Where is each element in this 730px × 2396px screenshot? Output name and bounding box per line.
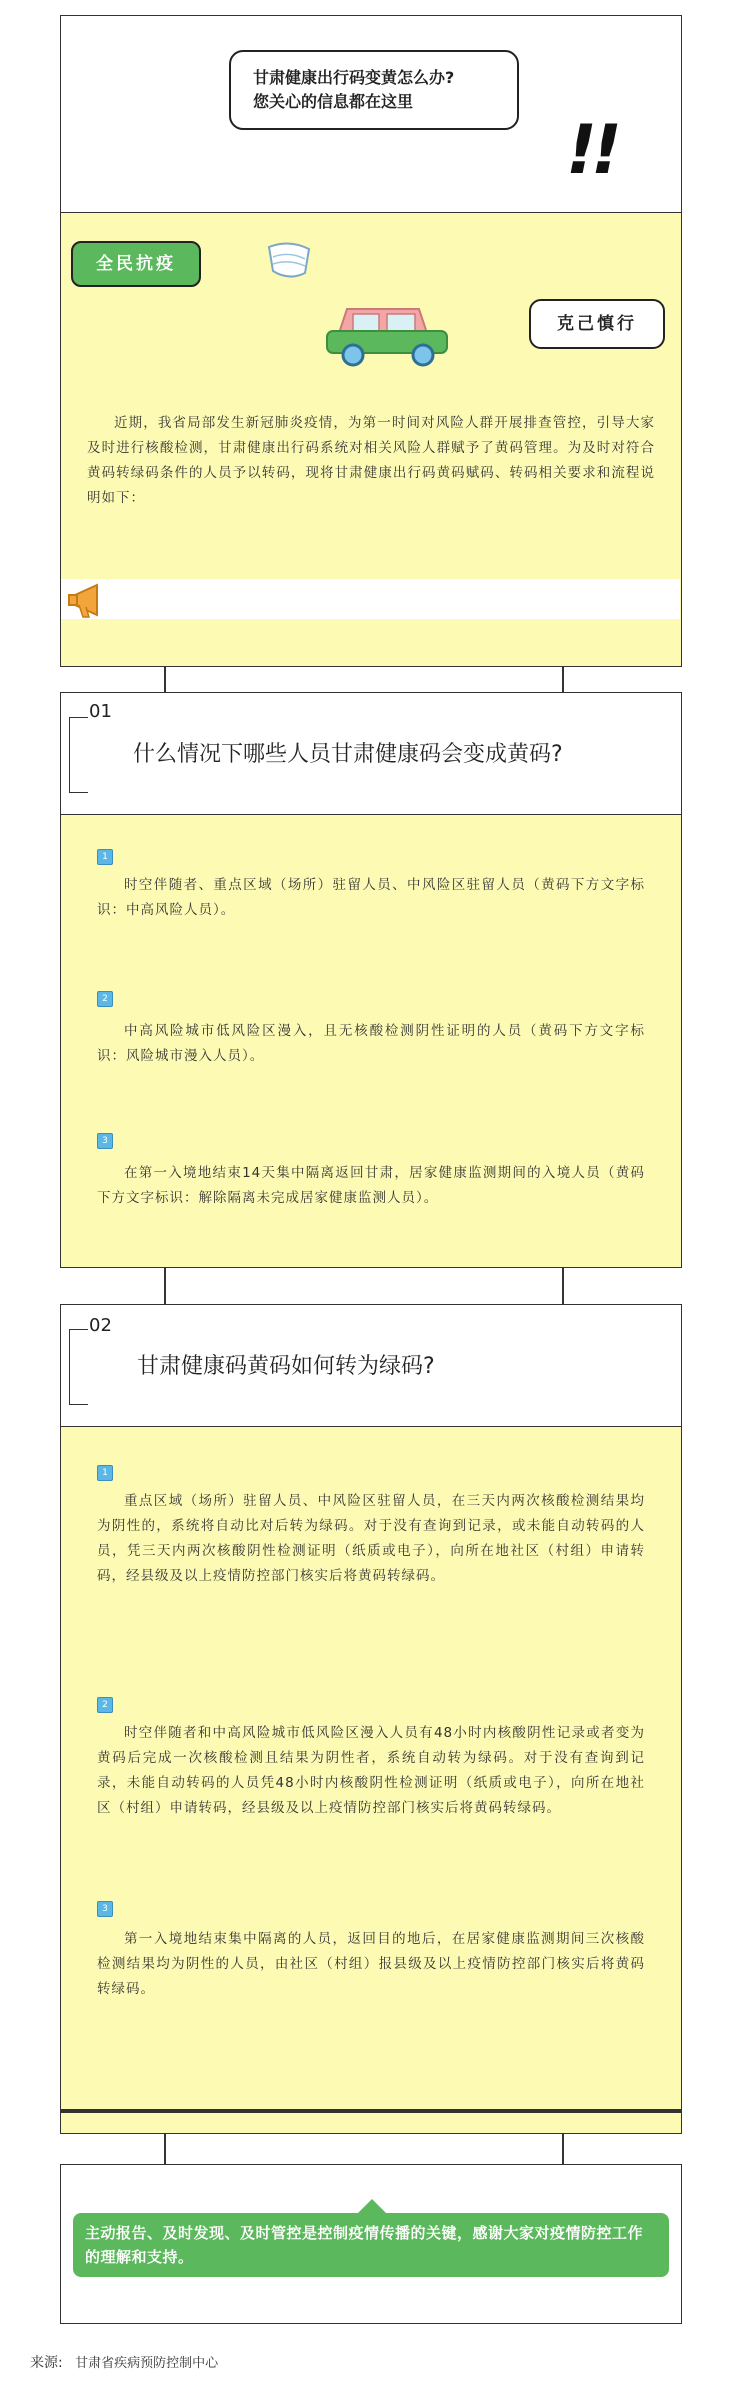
section2-header [60, 1304, 682, 1428]
closing-panel [60, 2164, 682, 2324]
megaphone-strip [61, 579, 680, 619]
source-value: 甘肃省疾病预防控制中心 [75, 2356, 219, 2371]
section1-item-2: 中高风险城市低风险区漫入，且无核酸检测阴性证明的人员（黄码下方文字标识：风险城市漫入人员）。 [97, 1023, 645, 1064]
question-line-2: 您关心的信息都在这里 [253, 92, 414, 111]
item-badge: 2 [97, 1697, 113, 1713]
section2-bracket [69, 1329, 70, 1405]
question-line-1: 甘肃健康出行码变黄怎么办? [253, 68, 455, 87]
section2-body [60, 1426, 682, 2110]
item-badge: 3 [97, 1901, 113, 1917]
section2-footer-strip [60, 2110, 682, 2134]
item-badge: 1 [97, 849, 113, 865]
intro-paragraph: 近期，我省局部发生新冠肺炎疫情，为第一时间对风险人群开展排查管控，引导大家及时进行核酸检测，甘肃健康出行码系统对相关风险人群赋予了黄码管理。为及时对符合黄码转绿码条件的人员予以转码，现将甘肃健康出行码黄码赋码、转码相关要求和流程说明如下： [87, 415, 655, 506]
section1-header [60, 692, 682, 816]
item-badge: 2 [97, 991, 113, 1007]
source-line [30, 2352, 218, 2372]
connector [164, 667, 166, 695]
item-badge: 3 [97, 1133, 113, 1149]
closing-text: 主动报告、及时发现、及时管控是控制疫情传播的关键，感谢大家对疫情防控工作的理解和支持。 [85, 2224, 644, 2266]
connector [562, 2134, 564, 2168]
section1-bracket [69, 717, 70, 793]
tag-left-label: 全民抗疫 [96, 254, 176, 274]
tag-right [529, 299, 665, 349]
intro-panel [60, 212, 682, 667]
section1-title: 什么情况下哪些人员甘肃健康码会变成黄码? [133, 742, 563, 767]
question-bubble [229, 50, 519, 130]
tag-right-label: 克己慎行 [557, 314, 637, 334]
mask-icon [261, 237, 317, 287]
section1-item-3: 在第一入境地结束14天集中隔离返回甘肃，居家健康监测期间的入境人员（黄码下方文字标识：解除隔离未完成居家健康监测人员）。 [97, 1165, 645, 1206]
connector [164, 1268, 166, 1308]
section2-item-3: 第一入境地结束集中隔离的人员，返回目的地后，在居家健康监测期间三次核酸检测结果均为阴性的人员，由社区（村组）报县级及以上疫情防控部门核实后将黄码转绿码。 [97, 1931, 645, 1997]
section2-item-2: 时空伴随者和中高风险城市低风险区漫入人员有48小时内核酸阴性记录或者变为黄码后完成一次核酸检测且结果为阴性者，系统自动转为绿码。对于没有查询到记录，未能自动转码的人员凭48小时内核酸阴性检测证明（纸质或电子），向所在地社区（村组）申请转码，经县级及以上疫情防控部门核实后将黄码转绿码。 [97, 1725, 645, 1816]
section2-number: 02 [89, 1315, 112, 1336]
tag-left [71, 241, 201, 287]
source-label: 来源: [30, 2355, 63, 2371]
closing-banner [73, 2213, 669, 2277]
section1-item-1: 时空伴随者、重点区域（场所）驻留人员、中风险区驻留人员（黄码下方文字标识：中高风险人员）。 [97, 877, 645, 918]
exclamation-icon: !! [566, 111, 617, 190]
section2-item-1: 重点区域（场所）驻留人员、中风险区驻留人员，在三天内两次核酸检测结果均为阴性的，系统将自动比对后转为绿码。对于没有查询到记录，或未能自动转码的人员，凭三天内两次核酸阴性检测证明（纸质或电子），向所在地社区（村组）申请转码，经县级及以上疫情防控部门核实后将黄码转绿码。 [97, 1493, 645, 1584]
section1-number: 01 [89, 701, 112, 722]
item-badge: 1 [97, 1465, 113, 1481]
closing-pointer [358, 2199, 386, 2213]
connector [562, 667, 564, 695]
connector [562, 1268, 564, 1308]
megaphone-icon [67, 579, 115, 623]
section2-title: 甘肃健康码黄码如何转为绿码? [137, 1354, 435, 1379]
section1-body [60, 814, 682, 1268]
header-panel [60, 15, 682, 215]
car-icon [323, 301, 453, 371]
connector [164, 2134, 166, 2168]
